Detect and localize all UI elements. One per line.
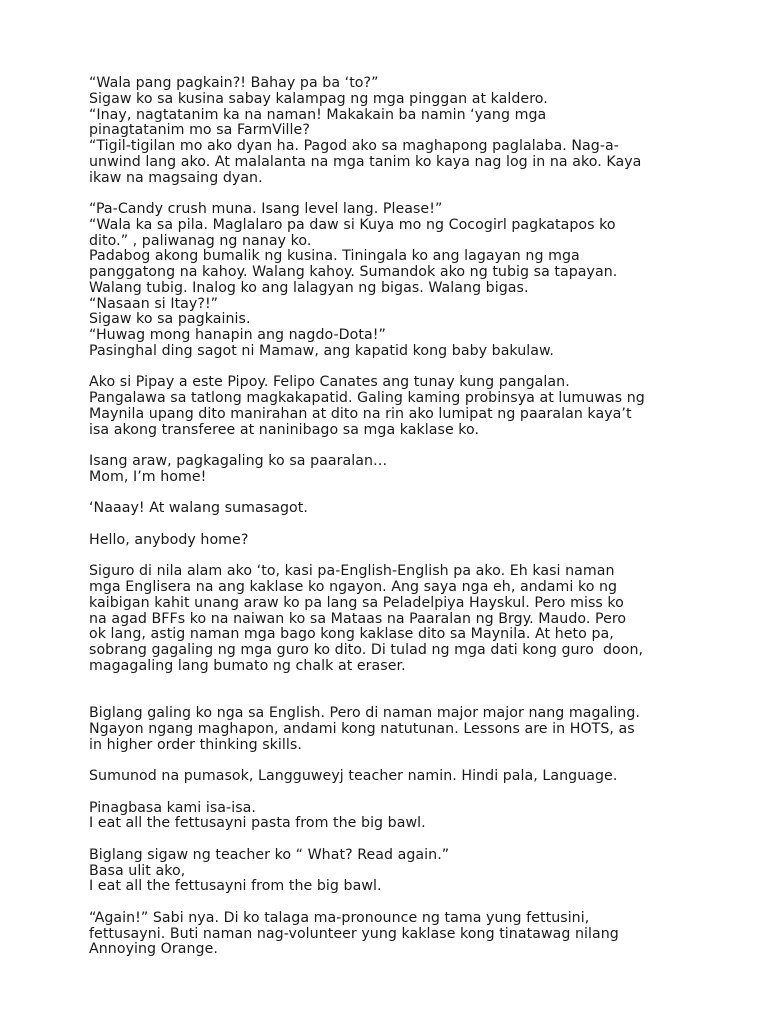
text-line: ‘Naaay! At walang sumasagot.	[89, 500, 308, 517]
paragraph	[89, 454, 729, 486]
paragraph	[89, 706, 729, 753]
text-line: Sigaw ko sa pagkainis.	[89, 311, 251, 328]
text-line: Biglang sigaw ng teacher ko “ What? Read again.”	[89, 846, 450, 863]
text-line: sobrang gagaling ng mga guro ko dito. Di tulad ng mga dati kong guro doon,	[89, 642, 644, 658]
paragraph	[89, 848, 729, 895]
text-line: Pinagbasa kami isa-isa.	[89, 799, 256, 816]
text-line: Walang tubig. Inalog ko ang lalagyan ng bigas. Walang bigas.	[89, 279, 529, 296]
text-line: Sumunod na pumasok, Langguweyj teacher namin. Hindi pala, Language.	[89, 768, 618, 784]
paragraph	[89, 533, 729, 549]
text-line: Annoying Orange.	[89, 941, 218, 958]
text-line: ikaw na magsaing dyan.	[89, 169, 263, 186]
text-line: Biglang galing ko nga sa English. Pero di naman major major nang magaling.	[89, 705, 640, 721]
paragraph	[89, 202, 729, 360]
text-line: “Nasaan si Itay?!”	[89, 295, 219, 312]
paragraph	[89, 911, 729, 958]
text-line: Hello, anybody home?	[89, 531, 249, 548]
text-line: Padabog akong bumalik ng kusina. Tiningala ko ang lagayan ng mga	[89, 248, 580, 265]
text-line: magagaling lang bumato ng chalk at eraser.	[89, 657, 406, 674]
paragraph	[89, 801, 729, 833]
paragraph	[89, 769, 729, 785]
paragraph	[89, 375, 729, 438]
document-body	[89, 76, 729, 974]
text-line: Isang araw, pagkagaling ko sa paaralan…	[89, 453, 388, 469]
text-line: ok lang, astig naman mga bago kong kaklase dito sa Maynila. At heto pa,	[89, 626, 614, 643]
text-line: I eat all the fettusayni from the big bawl.	[89, 878, 382, 895]
text-line: I eat all the fettusayni pasta from the big bawl.	[89, 815, 426, 832]
text-line: Maynila upang dito manirahan at dito na rin ako lumipat ng paaralan kaya’t	[89, 405, 632, 422]
text-line: Ngayon ngang maghapon, andami kong natutunan. Lessons are in HOTS, as	[89, 720, 635, 737]
text-line: na agad BFFs ko na naiwan ko sa Mataas na Paaralan ng Brgy. Maudo. Pero	[89, 610, 627, 627]
paragraph	[89, 76, 729, 186]
text-line: Mom, I’m home!	[89, 468, 207, 485]
text-line: unwind lang ako. At malalanta na mga tanim ko kaya nag log in na ako. Kaya	[89, 153, 642, 170]
text-line: Sigaw ko sa kusina sabay kalampag ng mga pinggan at kaldero.	[89, 90, 548, 107]
paragraph	[89, 564, 729, 674]
text-line: Pasinghal ding sagot ni Mamaw, ang kapatid kong baby bakulaw.	[89, 342, 554, 359]
text-line: Basa ulit ako,	[89, 862, 186, 879]
text-line: “Huwag mong hanapin ang nagdo-Dota!”	[89, 327, 386, 343]
paragraph	[89, 501, 729, 517]
text-line: panggatong na kahoy. Walang kahoy. Sumandok ako ng tubig sa tapayan.	[89, 264, 618, 280]
text-line: Pangalawa sa tatlong magkakapatid. Galing kaming probinsya at lumuwas ng	[89, 390, 645, 406]
text-line: “Wala ka sa pila. Maglalaro pa daw si Kuya mo ng Cocogirl pagkatapos ko	[89, 216, 616, 233]
text-line: pinagtatanim mo sa FarmVille?	[89, 122, 310, 139]
text-line: Ako si Pipay a este Pipoy. Felipo Canates ang tunay kung pangalan.	[89, 374, 570, 391]
text-line: isa akong transferee at naninibago sa mga kaklase ko.	[89, 421, 480, 438]
text-line: fettusayni. Buti naman nag-volunteer yung kaklase kong tinatawag nilang	[89, 925, 619, 942]
text-line: “Tigil-tigilan mo ako dyan ha. Pagod ako sa maghapong paglalaba. Nag-a-	[89, 138, 619, 154]
text-line: “Pa-Candy crush muna. Isang level lang. Please!”	[89, 201, 443, 217]
text-line: “Again!” Sabi nya. Di ko talaga ma-pronounce ng tama yung fettusini,	[89, 909, 590, 926]
text-line: kaibigan kahit unang araw ko pa lang sa Peladelpiya Hayskul. Pero miss ko	[89, 594, 624, 611]
text-line: dito.” , paliwanag ng nanay ko.	[89, 232, 312, 249]
text-line: mga Englisera na ang kaklase ko ngayon. Ang saya nga eh, andami ko ng	[89, 579, 618, 595]
text-line: in higher order thinking skills.	[89, 736, 302, 753]
text-line: “Inay, nagtatanim ka na naman! Makakain ba namin ‘yang mga	[89, 106, 547, 123]
text-line: Siguro di nila alam ako ‘to, kasi pa-English-English pa ako. Eh kasi naman	[89, 563, 615, 580]
text-line: “Wala pang pagkain?! Bahay pa ba ‘to?”	[89, 75, 379, 91]
